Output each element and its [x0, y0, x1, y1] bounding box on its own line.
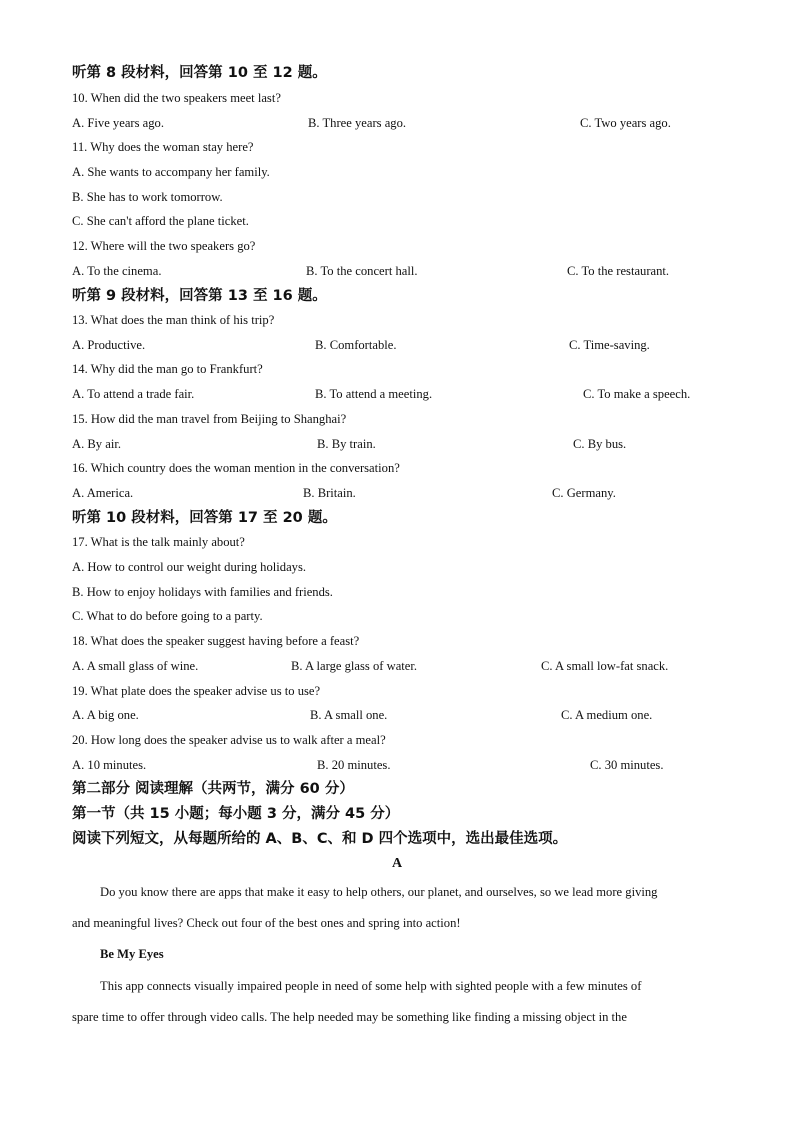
- q12-option-c: C. To the restaurant.: [567, 264, 670, 278]
- question-10: 10. When did the two speakers meet last?: [72, 91, 281, 105]
- q13-option-a: A. Productive.: [72, 338, 146, 352]
- passage-intro-line-1: Do you know there are apps that make it easy to help others, our planet, and ourselves, so we lead more giving: [100, 885, 658, 899]
- question-14: 14. Why did the man go to Frankfurt?: [72, 362, 263, 376]
- q17-option-b: B. How to enjoy holidays with families and friends.: [72, 585, 333, 599]
- q11-option-a: A. She wants to accompany her family.: [72, 165, 270, 179]
- q14-option-c: C. To make a speech.: [583, 387, 691, 401]
- q10-option-a: A. Five years ago.: [72, 116, 164, 130]
- q20-option-b: B. 20 minutes.: [317, 758, 391, 772]
- q10-option-c: C. Two years ago.: [580, 116, 671, 130]
- section-10-header: 听第 10 段材料，回答第 17 至 20 题。: [72, 510, 337, 526]
- q14-option-a: A. To attend a trade fair.: [72, 387, 195, 401]
- q12-option-a: A. To the cinema.: [72, 264, 162, 278]
- q16-option-a: A. America.: [72, 486, 134, 500]
- q11-option-b: B. She has to work tomorrow.: [72, 190, 223, 204]
- question-12: 12. Where will the two speakers go?: [72, 239, 256, 253]
- app1-paragraph-line-1: This app connects visually impaired people in need of some help with sighted people with a few minutes of: [100, 979, 642, 993]
- q13-option-c: C. Time-saving.: [569, 338, 650, 352]
- q10-option-b: B. Three years ago.: [308, 116, 407, 130]
- part-2-title: 第二部分 阅读理解（共两节，满分 60 分）: [72, 781, 354, 797]
- app1-paragraph-line-2: spare time to offer through video calls. The help needed may be something like finding a missing object in the: [72, 1010, 627, 1024]
- q15-option-b: B. By train.: [317, 437, 376, 451]
- q18-option-c: C. A small low-fat snack.: [541, 659, 669, 673]
- q12-option-b: B. To the concert hall.: [306, 264, 418, 278]
- passage-label: A: [391, 856, 403, 871]
- q15-option-a: A. By air.: [72, 437, 121, 451]
- q18-option-b: B. A large glass of water.: [291, 659, 418, 673]
- section-8-header: 听第 8 段材料，回答第 10 至 12 题。: [72, 65, 327, 81]
- q19-option-c: C. A medium one.: [561, 708, 653, 722]
- q17-option-c: C. What to do before going to a party.: [72, 609, 263, 623]
- q15-option-c: C. By bus.: [573, 437, 627, 451]
- question-15: 15. How did the man travel from Beijing to Shanghai?: [72, 412, 347, 426]
- app-title-be-my-eyes: Be My Eyes: [100, 947, 164, 961]
- question-11: 11. Why does the woman stay here?: [72, 140, 254, 154]
- q11-option-c: C. She can't afford the plane ticket.: [72, 214, 249, 228]
- question-16: 16. Which country does the woman mention in the conversation?: [72, 461, 400, 475]
- q17-option-a: A. How to control our weight during holidays.: [72, 560, 307, 574]
- question-19: 19. What plate does the speaker advise us to use?: [72, 684, 321, 698]
- q14-option-b: B. To attend a meeting.: [315, 387, 433, 401]
- passage-intro-line-2: and meaningful lives? Check out four of the best ones and spring into action!: [72, 916, 461, 930]
- q16-option-b: B. Britain.: [303, 486, 356, 500]
- question-20: 20. How long does the speaker advise us to walk after a meal?: [72, 733, 386, 747]
- q13-option-b: B. Comfortable.: [315, 338, 397, 352]
- q19-option-b: B. A small one.: [310, 708, 388, 722]
- question-13: 13. What does the man think of his trip?: [72, 313, 275, 327]
- q19-option-a: A. A big one.: [72, 708, 139, 722]
- section-9-header: 听第 9 段材料，回答第 13 至 16 题。: [72, 288, 327, 304]
- q16-option-c: C. Germany.: [552, 486, 616, 500]
- reading-instructions: 阅读下列短文，从每题所给的 A、B、C、和 D 四个选项中，选出最佳选项。: [72, 831, 568, 847]
- question-17: 17. What is the talk mainly about?: [72, 535, 245, 549]
- q20-option-c: C. 30 minutes.: [590, 758, 664, 772]
- question-18: 18. What does the speaker suggest having before a feast?: [72, 634, 360, 648]
- section-1-title: 第一节（共 15 小题；每小题 3 分，满分 45 分）: [72, 806, 400, 822]
- q18-option-a: A. A small glass of wine.: [72, 659, 199, 673]
- q20-option-a: A. 10 minutes.: [72, 758, 147, 772]
